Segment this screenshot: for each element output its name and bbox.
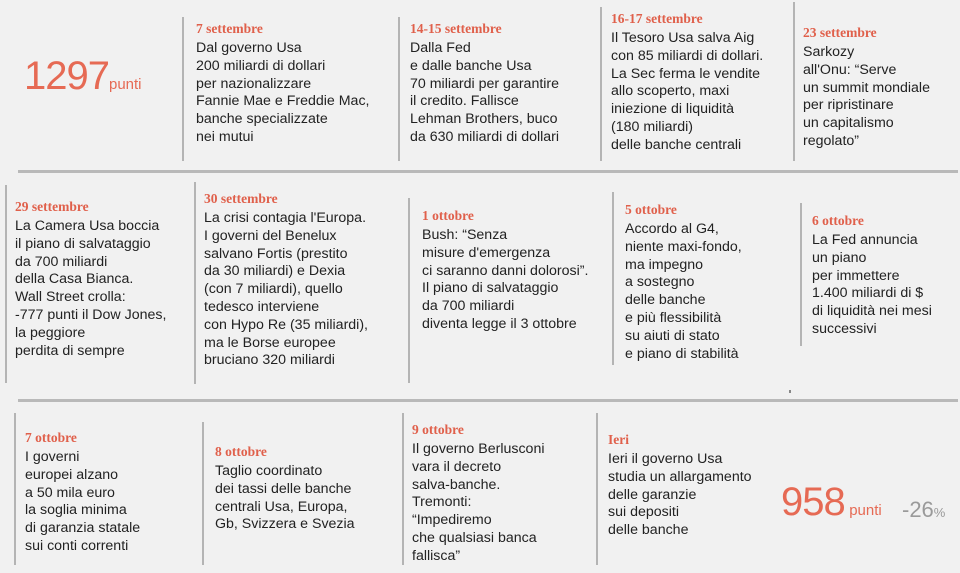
entry-line: La Camera Usa boccia	[15, 218, 160, 234]
timeline-entry	[196, 21, 370, 147]
entry-line: la soglia minima	[25, 502, 127, 519]
entry-line: Il governo Berlusconi	[412, 441, 545, 457]
entry-date: Ieri	[608, 432, 629, 447]
entry-line: La Fed annuncia	[812, 232, 918, 248]
entry-line: all'Onu: “Serve	[803, 61, 897, 78]
entry-line: Wall Street crolla:	[15, 289, 126, 306]
entry-line: europei alzano	[25, 466, 119, 483]
entry-line: allo scoperto, maxi	[611, 83, 730, 100]
entry-date: 9 ottobre	[412, 422, 464, 437]
separator	[800, 203, 802, 346]
entry-line: ma le Borse europee	[204, 334, 336, 351]
entry-line: Taglio coordinato	[215, 463, 323, 479]
entry-line: un summit mondiale	[803, 79, 930, 96]
entry-line: la peggiore	[15, 324, 86, 341]
entry-line: “Impediremo	[412, 512, 492, 529]
entry-line: a sostegno	[625, 274, 695, 291]
entry-line: -777 punti il Dow Jones,	[15, 306, 167, 323]
timeline-entry	[25, 430, 140, 556]
row-divider-2	[18, 399, 958, 402]
timeline-entry	[625, 202, 742, 363]
entry-line: delle banche	[625, 292, 706, 309]
entry-line: a 50 mila euro	[25, 484, 115, 501]
separator	[402, 413, 404, 565]
entry-line: che qualsiasi banca	[412, 529, 537, 546]
entry-date: 8 ottobre	[215, 444, 267, 459]
timeline-entry	[15, 199, 166, 360]
entry-line: sui depositi	[608, 504, 679, 521]
start-score-value: 1297	[24, 54, 109, 98]
entry-date: 7 settembre	[196, 21, 263, 36]
separator	[793, 2, 795, 161]
entry-line: bruciano 320 miliardi	[204, 352, 335, 369]
entry-line: il piano di salvataggio	[15, 235, 151, 252]
entry-line: nei mutui	[196, 128, 254, 145]
entry-line: I governi del Benelux	[204, 227, 337, 244]
separator-dot	[789, 390, 791, 393]
entry-line: La crisi contagia l'Europa.	[204, 210, 367, 226]
entry-line: banche specializzate	[196, 111, 328, 128]
entry-line: Lehman Brothers, buco	[410, 111, 558, 128]
end-score-change	[902, 497, 945, 523]
entry-line: Ieri il governo Usa	[608, 451, 723, 467]
entry-line: (180 miliardi)	[611, 118, 693, 135]
separator	[182, 17, 184, 161]
entry-line: Dalla Fed	[410, 40, 471, 56]
separator	[5, 185, 7, 383]
entry-date: 23 settembre	[803, 25, 877, 40]
entry-date: 7 ottobre	[25, 430, 77, 445]
separator	[194, 182, 196, 384]
timeline-entry	[608, 432, 752, 540]
entry-line: Gb, Svizzera e Svezia	[215, 516, 355, 533]
entry-line: della Casa Bianca.	[15, 271, 134, 288]
entry-line: Bush: “Senza	[422, 227, 508, 243]
entry-line: con Hypo Re (35 miliardi),	[204, 316, 369, 333]
entry-line: e dalle banche Usa	[410, 57, 532, 74]
entry-line: su aiuti di stato	[625, 327, 720, 344]
entry-line: Fannie Mae e Freddie Mac,	[196, 93, 370, 110]
timeline-entry	[215, 444, 355, 534]
entry-line: perdita di sempre	[15, 342, 125, 359]
entry-line: sui conti correnti	[25, 537, 129, 554]
entry-line: un capitalismo	[803, 115, 894, 132]
entry-line: da 700 miliardi	[15, 253, 108, 270]
end-score-change-value: -26	[902, 497, 934, 522]
entry-date: 5 ottobre	[625, 202, 677, 217]
timeline-entry	[812, 213, 932, 339]
separator	[202, 422, 204, 565]
entry-line: ci saranno danni dolorosi”.	[422, 262, 589, 279]
entry-line: di liquidità nei mesi	[812, 303, 932, 320]
entry-line: Sarkozy	[803, 44, 855, 60]
entry-line: La Sec ferma le vendite	[611, 65, 761, 82]
entry-line: I governi	[25, 449, 80, 465]
entry-line: dei tassi delle banche	[215, 480, 352, 497]
separator	[408, 198, 410, 383]
entry-line: centrali Usa, Europa,	[215, 498, 348, 515]
separator	[600, 7, 602, 161]
entry-line: da 30 miliardi) e Dexia	[204, 263, 346, 280]
timeline-entry	[611, 11, 763, 155]
entry-line: niente maxi-fondo,	[625, 238, 742, 255]
entry-line: studia un allargamento	[608, 468, 752, 485]
entry-date: 29 settembre	[15, 199, 89, 214]
entry-date: 14-15 settembre	[410, 21, 502, 36]
separator	[596, 413, 598, 565]
entry-line: delle banche centrali	[611, 136, 742, 153]
timeline-entry	[204, 191, 368, 370]
entry-date: 1 ottobre	[422, 208, 474, 223]
entry-line: 200 miliardi di dollari	[196, 57, 326, 74]
entry-line: iniezione di liquidità	[611, 101, 735, 118]
entry-line: tedesco interviene	[204, 298, 320, 315]
entry-line: delle garanzie	[608, 486, 697, 503]
row-divider-1	[18, 170, 958, 173]
entry-line: delle banche	[608, 522, 689, 539]
entry-line: vara il decreto	[412, 458, 502, 475]
separator	[398, 17, 400, 161]
entry-line: regolato”	[803, 132, 859, 149]
entry-line: Il Tesoro Usa salva Aig	[611, 30, 755, 46]
entry-line: Il piano di salvataggio	[422, 280, 559, 297]
entry-date: 30 settembre	[204, 191, 278, 206]
end-score-change-unit: %	[933, 505, 946, 520]
entry-date: 16-17 settembre	[611, 11, 703, 26]
entry-line: Accordo al G4,	[625, 221, 719, 237]
entry-line: fallisca”	[412, 547, 461, 564]
entry-line: diventa legge il 3 ottobre	[422, 315, 577, 332]
start-score-unit: punti	[108, 76, 142, 93]
entry-line: ma impegno	[625, 256, 704, 273]
separator	[612, 192, 614, 365]
end-score-unit: punti	[849, 502, 882, 519]
entry-line: per immettere	[812, 267, 900, 284]
entry-line: salva-banche.	[412, 476, 501, 493]
end-score	[781, 480, 882, 525]
separator	[14, 413, 16, 565]
timeline-entry	[410, 21, 559, 147]
start-score	[24, 54, 142, 99]
entry-line: e più flessibilità	[625, 309, 722, 326]
entry-line: il credito. Fallisce	[410, 93, 519, 110]
entry-line: Dal governo Usa	[196, 40, 302, 56]
entry-line: da 630 miliardi di dollari	[410, 128, 560, 145]
entry-line: Tremonti:	[412, 494, 472, 511]
entry-line: e piano di stabilità	[625, 345, 739, 362]
entry-line: (con 7 miliardi), quello	[204, 281, 343, 298]
entry-line: salvano Fortis (prestito	[204, 245, 348, 262]
end-score-value: 958	[781, 480, 845, 524]
entry-line: con 85 miliardi di dollari.	[611, 47, 764, 64]
timeline-entry	[803, 25, 930, 151]
entry-line: 70 miliardi per garantire	[410, 75, 560, 92]
entry-line: da 700 miliardi	[422, 298, 515, 315]
timeline-entry	[422, 208, 588, 334]
entry-line: misure d'emergenza	[422, 244, 551, 261]
entry-line: di garanzia statale	[25, 520, 141, 537]
entry-line: 1.400 miliardi di $	[812, 285, 924, 302]
entry-line: per ripristinare	[803, 97, 894, 114]
entry-line: per nazionalizzare	[196, 75, 312, 92]
entry-line: un piano	[812, 249, 867, 266]
entry-line: successivi	[812, 320, 877, 337]
entry-date: 6 ottobre	[812, 213, 864, 228]
timeline-entry	[412, 422, 545, 566]
